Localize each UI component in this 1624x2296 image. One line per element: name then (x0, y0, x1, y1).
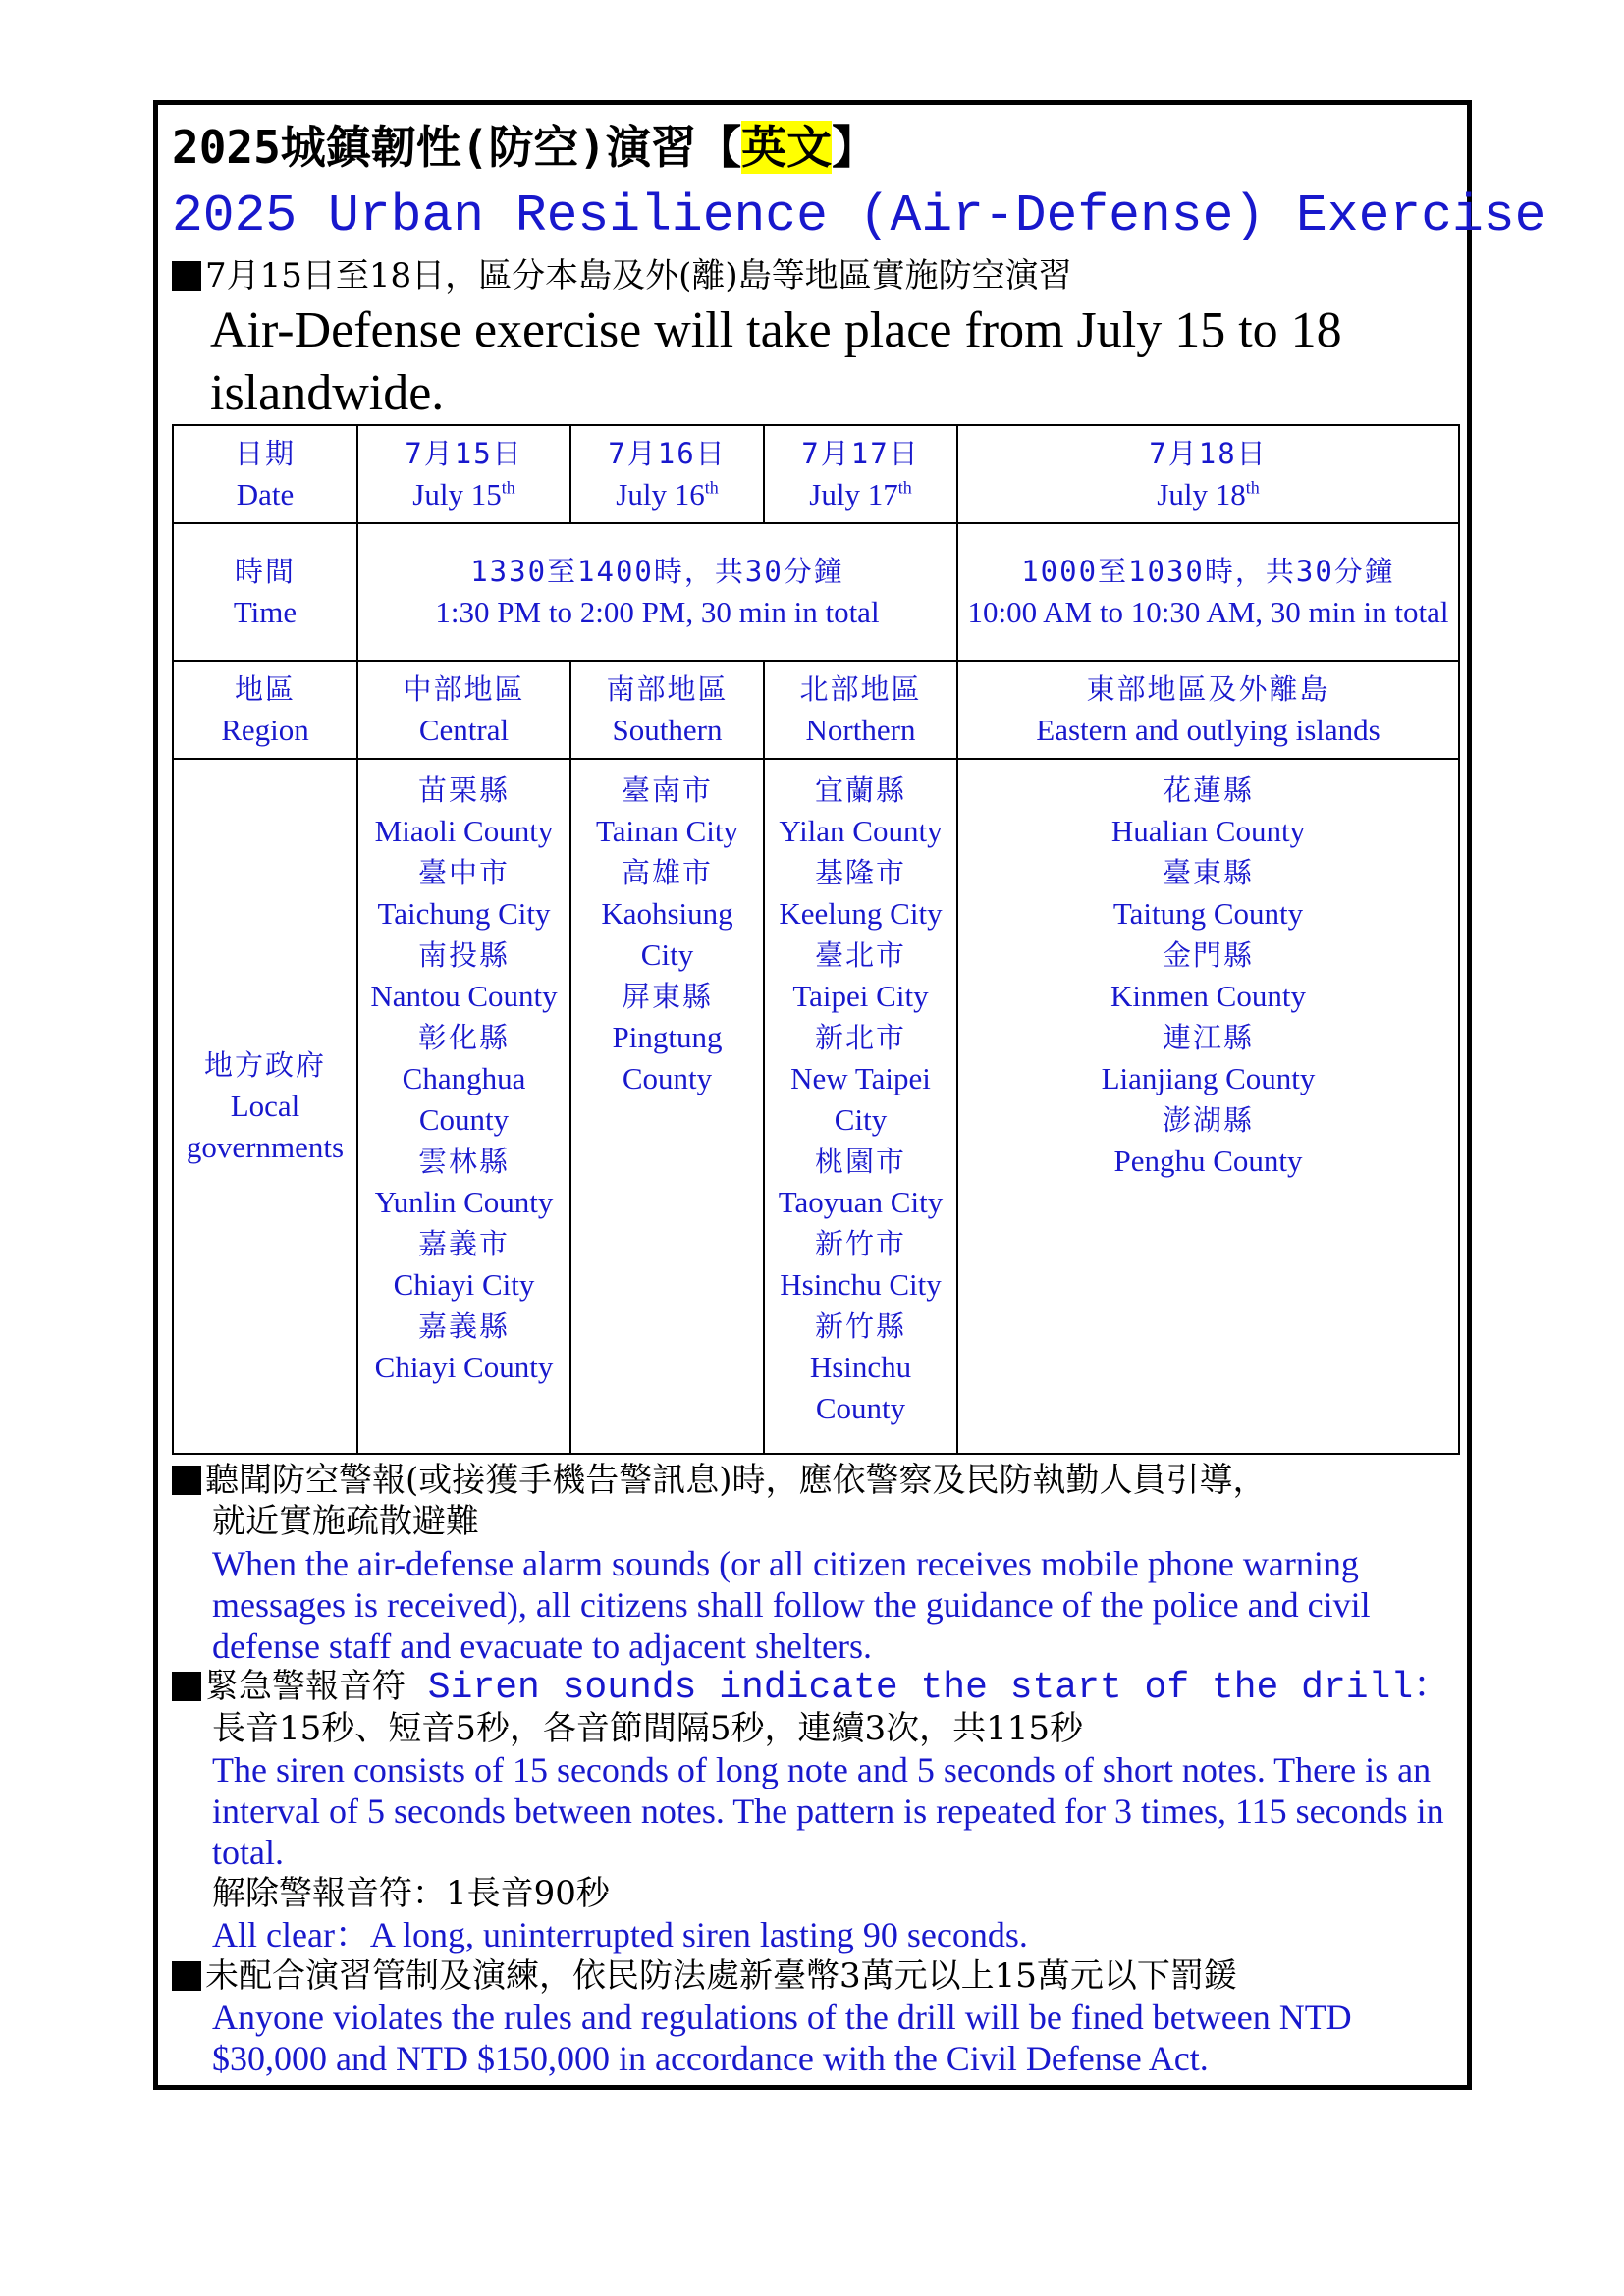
time-row (173, 523, 1459, 661)
government-label: 地方政府 Local governments (173, 759, 357, 1454)
government-row (173, 759, 1459, 1454)
time-cell-first: 1330至1400時，共30分鐘 1:30 PM to 2:00 PM, 30 min in total (357, 523, 957, 661)
bullet-square-icon (172, 1466, 201, 1495)
siren-heading: 緊急警報音符 Siren sounds indicate the start of the drill： (172, 1666, 1450, 1709)
region-cell: 東部地區及外離島 Eastern and outlying islands (957, 661, 1459, 759)
region-cell: 南部地區 Southern (570, 661, 764, 759)
schedule-table (172, 424, 1460, 1455)
region-row (173, 661, 1459, 759)
time-cell-second: 1000至1030時，共30分鐘 10:00 AM to 10:30 AM, 30 min in total (957, 523, 1459, 661)
alarm-chinese-line2: 就近實施疏散避難 (212, 1502, 479, 1541)
alarm-chinese: 聽聞防空警報(或接獲手機告警訊息)時，應依警察及民防執勤人員引導， (172, 1460, 1267, 1501)
bullet-square-icon (172, 261, 201, 291)
date-cell: 7月15日 July 15th (357, 425, 570, 523)
date-cell: 7月16日 July 16th (570, 425, 764, 523)
intro-chinese: 7月15日至18日，區分本島及外(離)島等地區實施防空演習 (172, 255, 1072, 296)
region-cell: 北部地區 Northern (764, 661, 957, 759)
title-highlight: 英文 (741, 121, 833, 174)
all-clear-chinese: 解除警報音符：1長音90秒 (212, 1874, 610, 1913)
title-english: 2025 Urban Resilience (Air-Defense) Exercise (172, 187, 1546, 245)
northern-list: 宜蘭縣 Yilan County 基隆市 Keelung City 臺北市 Taipei City 新北市 New Taipei City 桃園市 Taoyuan City 新竹市 Hsinchu City 新竹縣 Hsinchu County (764, 759, 957, 1454)
siren-english: The siren consists of 15 seconds of long note and 5 seconds of short notes. There is an interval of 5 seconds between notes. The pattern is repeated for 3 times, 115 seconds in total. (212, 1750, 1444, 1872)
time-label: 時間 Time (173, 523, 357, 661)
penalty-english: Anyone violates the rules and regulations of the drill will be fined between NTD $30,000 and NTD $150,000 in accordance with the Civil Defense Act. (212, 1998, 1352, 2078)
intro-english: Air-Defense exercise will take place from July 15 to 18 islandwide. (210, 302, 1342, 421)
penalty-chinese: 未配合演習管制及演練，依民防法處新臺幣3萬元以上15萬元以下罰鍰 (172, 1955, 1237, 1997)
all-clear-english: All clear：A long, uninterrupted siren lasting 90 seconds. (212, 1915, 1028, 1954)
date-cell: 7月17日 July 17th (764, 425, 957, 523)
date-cell: 7月18日 July 18th (957, 425, 1459, 523)
alarm-english: When the air-defense alarm sounds (or all citizen receives mobile phone warning messages is received), all citizens shall follow the guidance of the police and civil defense staff and evacuate to adjacent shelters. (212, 1544, 1371, 1666)
siren-chinese: 長音15秒、短音5秒，各音節間隔5秒，連續3次，共115秒 (212, 1709, 1084, 1748)
date-row (173, 425, 1459, 523)
eastern-list: 花蓮縣 Hualian County 臺東縣 Taitung County 金門縣 Kinmen County 連江縣 Lianjiang County 澎湖縣 Penghu County (957, 759, 1459, 1454)
region-cell: 中部地區 Central (357, 661, 570, 759)
central-list: 苗栗縣 Miaoli County 臺中市 Taichung City 南投縣 Nantou County 彰化縣 Changhua County 雲林縣 Yunlin County 嘉義市 Chiayi City 嘉義縣 Chiayi County (357, 759, 570, 1454)
bullet-square-icon (172, 1672, 201, 1701)
region-label: 地區 Region (173, 661, 357, 759)
bullet-square-icon (172, 1961, 201, 1991)
date-label: 日期 Date (173, 425, 357, 523)
title-chinese: 2025城鎮韌性(防空)演習【英文】 (172, 121, 878, 174)
southern-list: 臺南市 Tainan City 高雄市 Kaohsiung City 屏東縣 Pingtung County (570, 759, 764, 1454)
